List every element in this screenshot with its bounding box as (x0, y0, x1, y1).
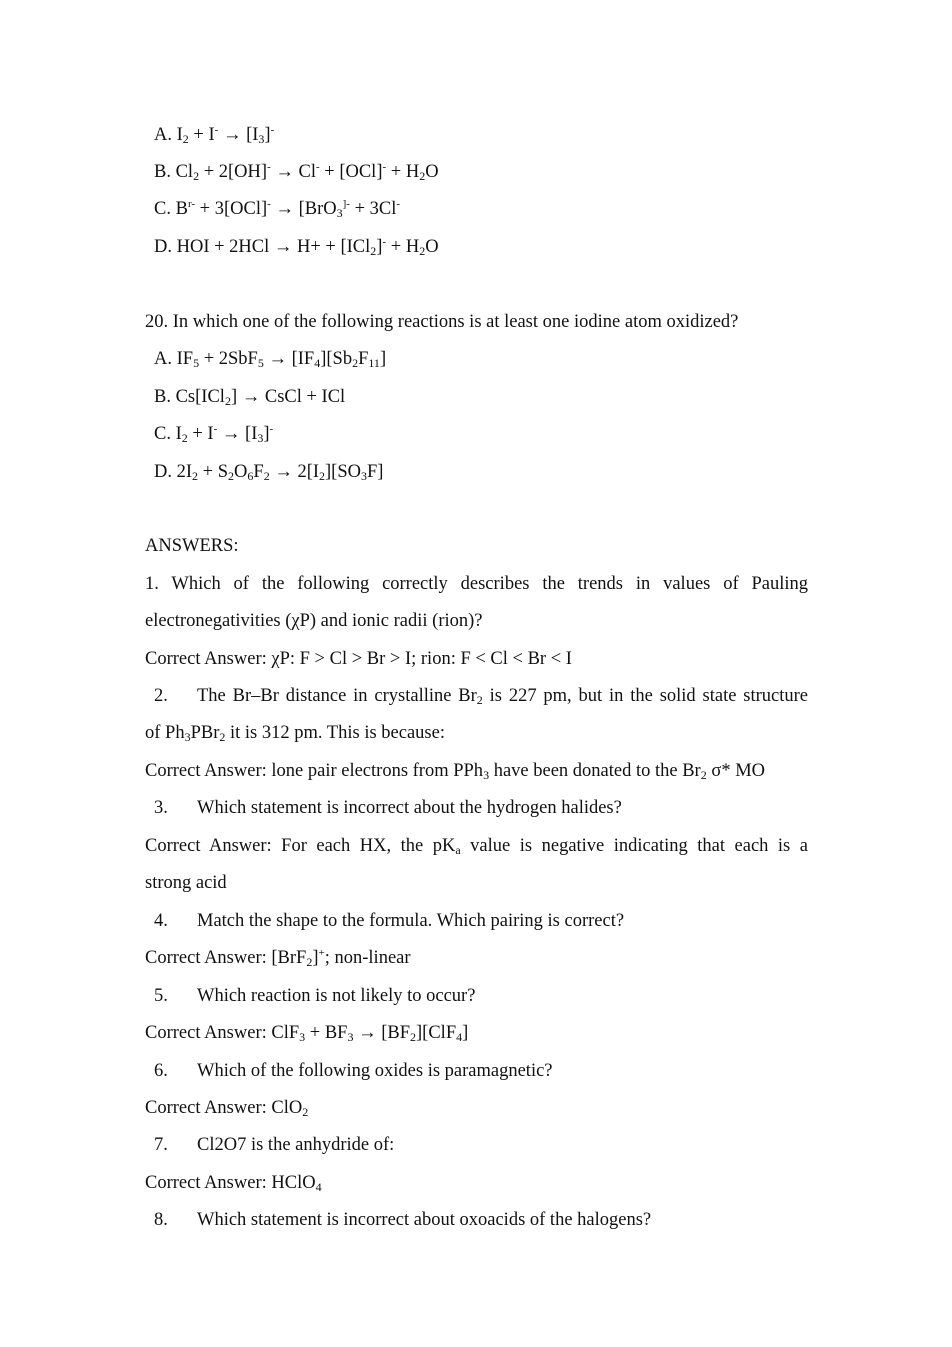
answer-7-number: 7. (154, 1135, 168, 1155)
q19-option-a: A. $I_2 + I^- \to [I_3]^-$ (154, 124, 275, 146)
answer-8-number: 8. (154, 1210, 168, 1230)
answer-8-question: Which statement is incorrect about oxoacids of the halogens? (197, 1210, 652, 1230)
answer-1-question-line-2: electronegativities (χP) and ionic radii (rion)? (145, 611, 483, 631)
answer-4-correct: Correct Answer: [BrF$_2$]+; non-linear (145, 947, 411, 969)
answer-1-correct: Correct Answer: χP: F > Cl > Br > I; rion: F < Cl < Br < I (145, 649, 572, 669)
answer-3-question: Which statement is incorrect about the hydrogen halides? (197, 798, 622, 818)
answer-5-question: Which reaction is not likely to occur? (197, 986, 476, 1006)
answer-5-correct: Correct Answer: $ClF_3 + BF_3 \to [BF_2][ClF_4]$ (145, 1023, 469, 1044)
answers-heading: ANSWERS: (145, 536, 239, 556)
q20-option-b: B. Cs[ICl$_2$] → CsCl + ICl (154, 387, 346, 408)
q20-option-d: D. $2I_2 + S_2O_6F_2 \to 2[I_2][SO_3F]$ (154, 462, 384, 483)
q19-option-c: C. $B^{r-} + 3[OCl]^- \to [BrO_3^{]-} + 3Cl^-$ (154, 198, 401, 220)
q19-option-b: B. $Cl_2 + 2[OH]^- \to Cl^- + [OCl]^- + H_2O$ (154, 161, 439, 183)
answer-2-number: 2. (154, 686, 168, 706)
answer-2-question-line-2: of $Ph_3PBr_2$ it is 312 pm. This is because: (145, 723, 445, 744)
answer-1-question-line-1: 1. Which of the following correctly describes the trends in values of Pauling (145, 574, 808, 594)
answer-3-correct-line-2: strong acid (145, 873, 227, 893)
q20-option-c: C. $I_2 + I^- \to [I_3]^-$ (154, 423, 274, 445)
answer-6-correct: Correct Answer: ClO$_2$ (145, 1098, 309, 1119)
answer-5-number: 5. (154, 986, 168, 1006)
answer-3-correct-line-1: Correct Answer: For each HX, the $pK_a$ value is negative indicating that each is a (145, 836, 808, 857)
q19-option-d: D. HOI + $2HCl \to H+ + [ICl_2]^- + H_2O$ (154, 236, 439, 258)
answer-7-correct: Correct Answer: HClO$_4$ (145, 1173, 322, 1194)
answer-2-question-line-1: The Br–Br distance in crystalline $Br_2$ is 227 pm, but in the solid state structure (197, 686, 808, 707)
answer-6-number: 6. (154, 1061, 168, 1081)
answer-2-correct: Correct Answer: lone pair electrons from PPh$_3$ have been donated to the $Br_2$ σ* MO (145, 761, 766, 782)
answer-7-question: Cl2O7 is the anhydride of: (197, 1135, 395, 1155)
answer-6-question: Which of the following oxides is paramagnetic? (197, 1061, 553, 1081)
answer-3-number: 3. (154, 798, 168, 818)
q20-option-a: A. $IF_5 + 2SbF_5 \to [IF_4][Sb_2F_{11}]$ (154, 349, 387, 370)
answer-4-question: Match the shape to the formula. Which pairing is correct? (197, 911, 625, 931)
q20-question: 20. In which one of the following reactions is at least one iodine atom oxidized? (145, 312, 739, 332)
answer-4-number: 4. (154, 911, 168, 931)
